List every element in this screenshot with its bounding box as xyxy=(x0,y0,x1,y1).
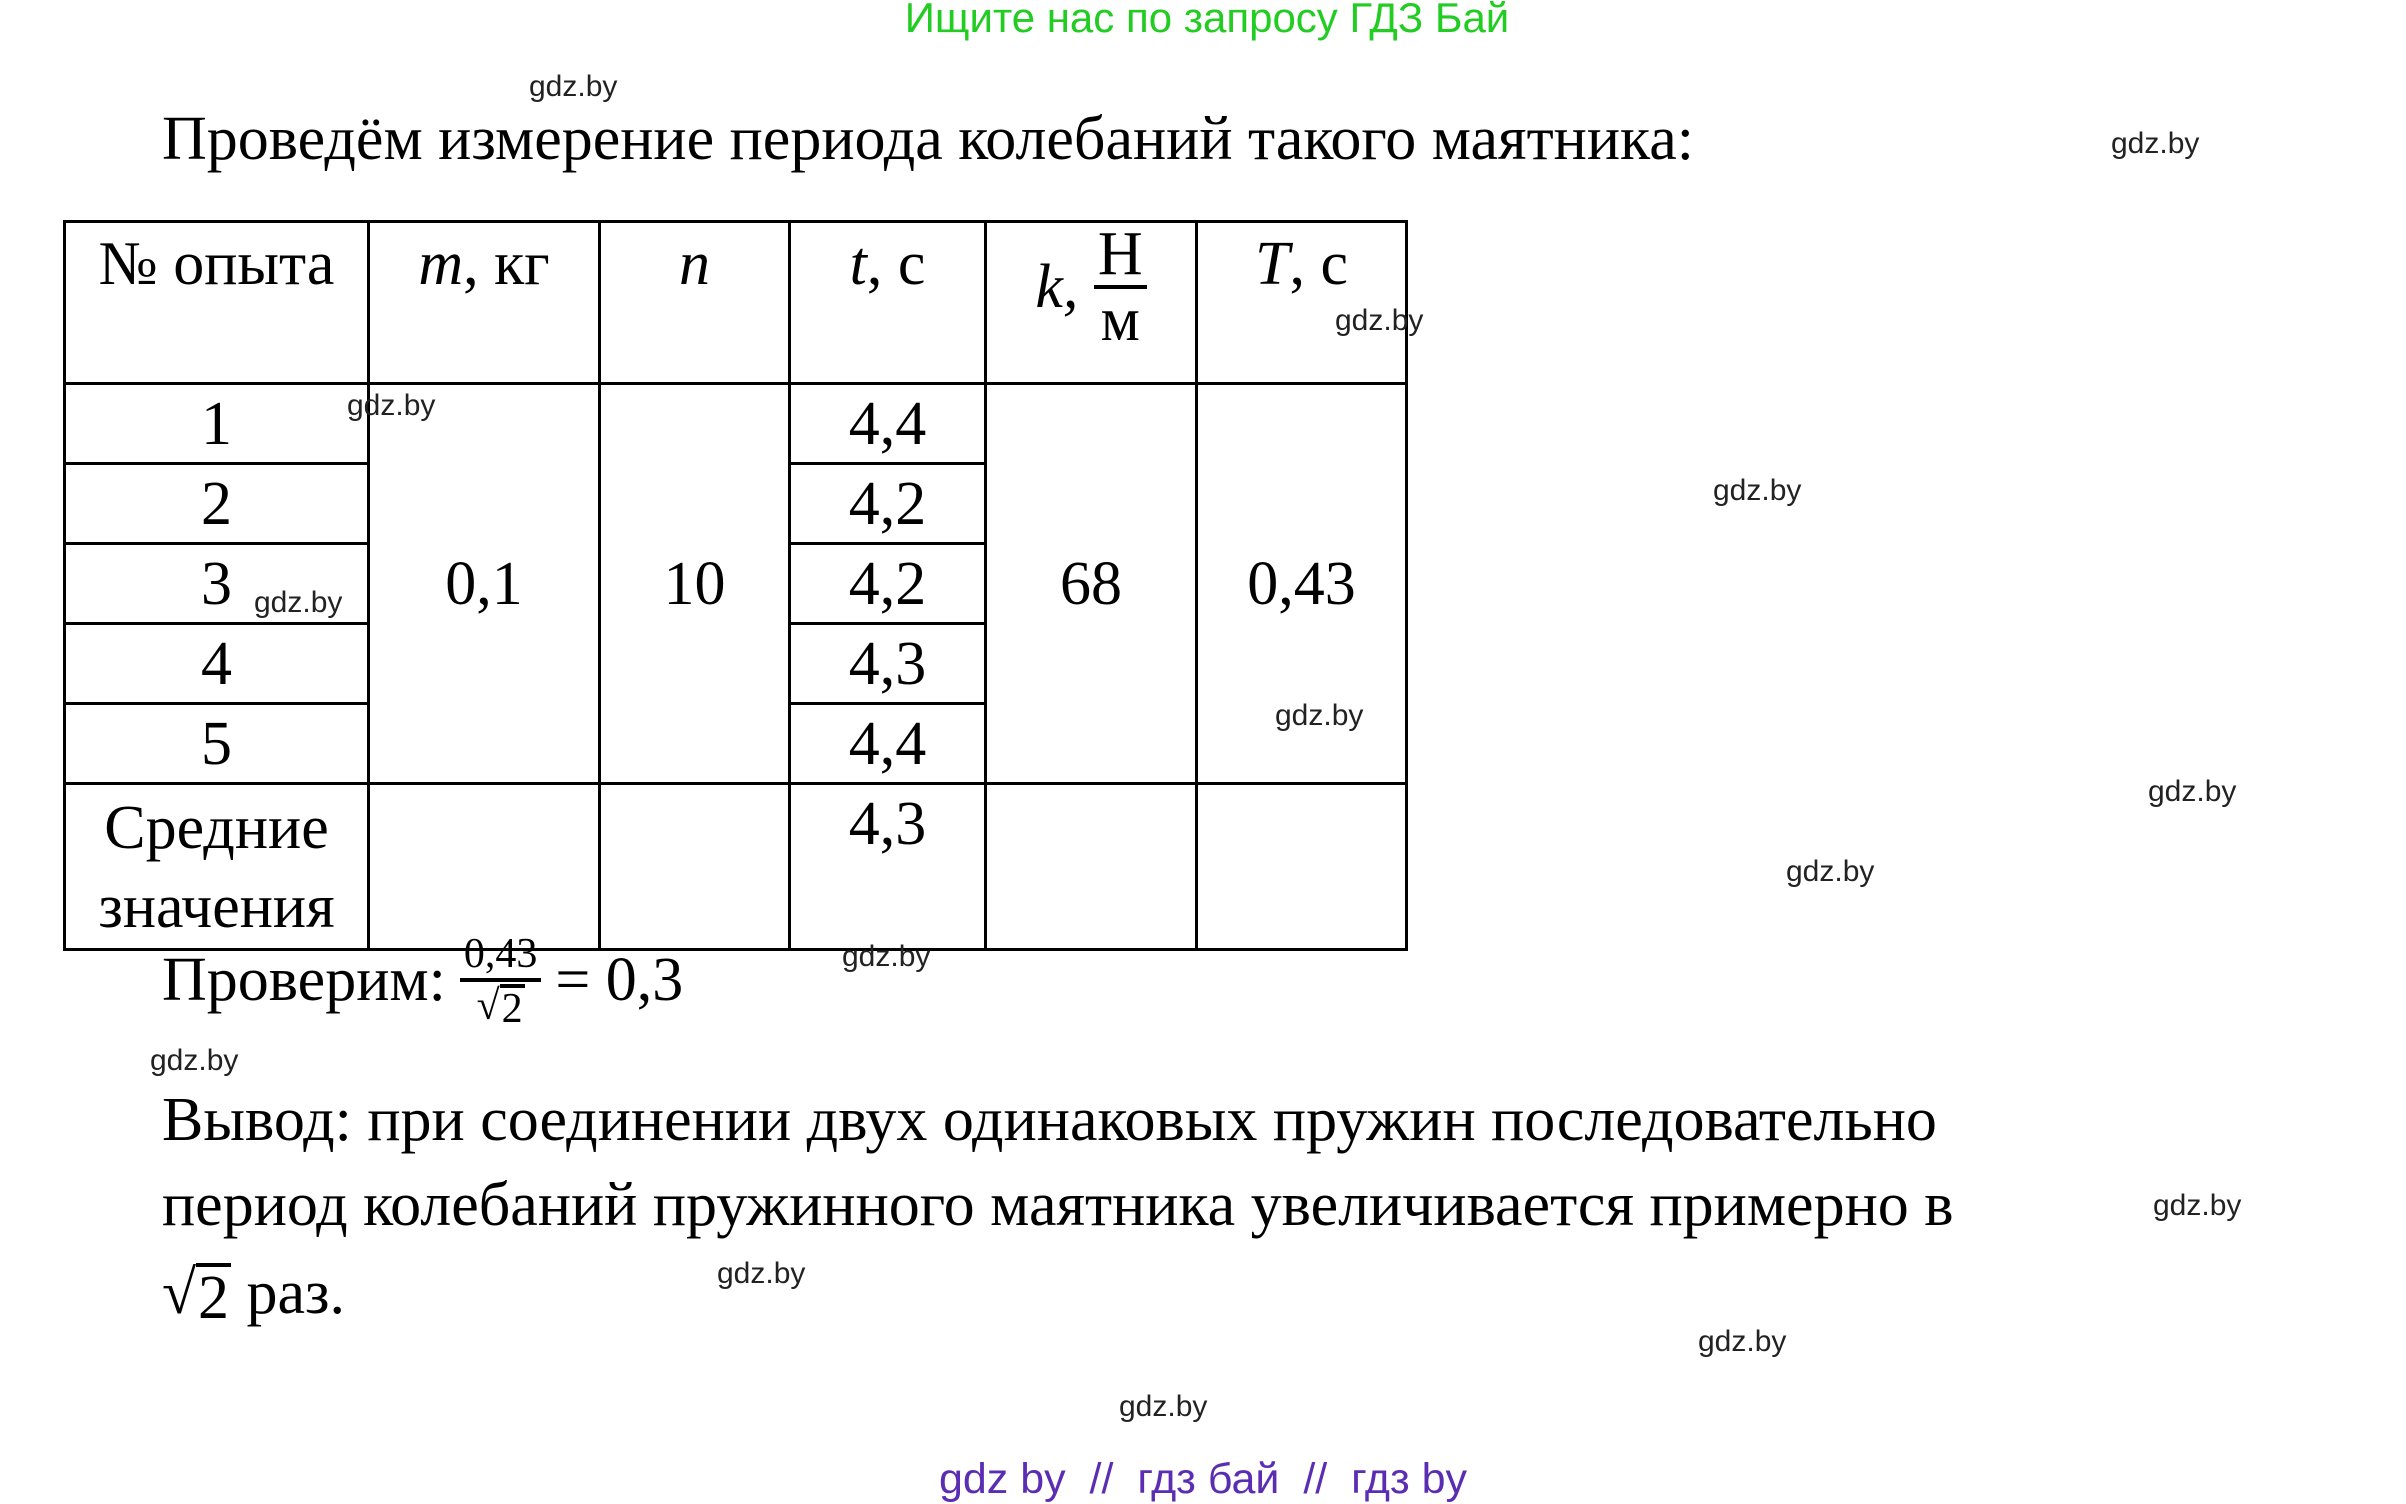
k-unit-fraction xyxy=(1094,220,1147,354)
watermark: gdz.by xyxy=(842,940,931,973)
watermark: gdz.by xyxy=(1335,304,1424,337)
average-mass xyxy=(369,784,600,950)
search-banner: Ищите нас по запросу ГДЗ Бай xyxy=(904,0,1510,41)
watermark: gdz.by xyxy=(1713,474,1802,507)
time-value: 4,2 xyxy=(790,544,986,624)
watermark: gdz.by xyxy=(347,389,436,422)
time-value: 4,4 xyxy=(790,384,986,464)
check-label: Проверим: xyxy=(162,945,446,1014)
check-formula xyxy=(162,930,683,1030)
header-mass xyxy=(369,222,600,384)
table-row xyxy=(65,384,1407,464)
conclusion-tail: раз. xyxy=(231,1259,346,1327)
row-number: 5 xyxy=(65,704,369,784)
check-fraction xyxy=(460,930,542,1030)
watermark: gdz.by xyxy=(717,1257,806,1290)
average-label-line2: значения xyxy=(98,873,335,942)
time-value: 4,4 xyxy=(790,704,986,784)
watermark: gdz.by xyxy=(1119,1390,1208,1423)
time-value: 4,2 xyxy=(790,464,986,544)
average-n xyxy=(600,784,790,950)
watermark: gdz.by xyxy=(2148,775,2237,808)
header-experiment: № опыта xyxy=(65,222,369,384)
watermark: gdz.by xyxy=(2153,1189,2242,1222)
check-result: = 0,3 xyxy=(555,945,684,1014)
watermark: gdz.by xyxy=(529,70,618,103)
conclusion-line-3 xyxy=(162,1258,346,1332)
mass-unit: , кг xyxy=(463,230,550,298)
footer-links: gdz by // гдз бай // гдз by xyxy=(938,1455,1468,1503)
watermark: gdz.by xyxy=(150,1044,239,1077)
watermark: gdz.by xyxy=(2111,127,2200,160)
average-label-line1: Средние xyxy=(104,794,329,862)
k-unit-denominator: м xyxy=(1100,286,1140,354)
mass-symbol: m xyxy=(418,230,464,298)
watermark: gdz.by xyxy=(254,586,343,619)
n-symbol: n xyxy=(679,230,710,298)
header-n xyxy=(600,222,790,384)
T-value: 0,43 xyxy=(1197,384,1407,784)
average-label xyxy=(65,784,369,950)
sqrt-icon: √ 2 xyxy=(162,1259,230,1332)
mass-value: 0,1 xyxy=(369,384,600,784)
time-value: 4,3 xyxy=(790,624,986,704)
header-period xyxy=(1197,222,1407,384)
k-unit-numerator: Н xyxy=(1094,223,1147,289)
row-number: 1 xyxy=(65,384,369,464)
check-numerator: 0,43 xyxy=(460,930,542,982)
conclusion-line-2: период колебаний пружинного маятника увеличивается примерно в xyxy=(162,1171,1954,1239)
watermark: gdz.by xyxy=(1786,855,1875,888)
row-number: 3 xyxy=(65,544,369,624)
t-unit: , с xyxy=(866,230,926,298)
conclusion-line-1: Вывод: при соединении двух одинаковых пружин последовательно xyxy=(162,1086,1937,1154)
watermark: gdz.by xyxy=(1698,1325,1787,1358)
n-value: 10 xyxy=(600,384,790,784)
average-time: 4,3 xyxy=(790,784,986,950)
header-stiffness xyxy=(986,222,1197,384)
sqrt-value: 2 xyxy=(198,1264,230,1332)
t-symbol: t xyxy=(849,230,867,298)
k-value: 68 xyxy=(986,384,1197,784)
header-time xyxy=(790,222,986,384)
T-unit: , с xyxy=(1289,230,1348,298)
check-denominator: 2 xyxy=(501,986,523,1032)
T-symbol: T xyxy=(1254,230,1290,298)
average-row xyxy=(65,784,1407,950)
k-symbol: k, xyxy=(1035,253,1079,321)
page-title: Проведём измерение периода колебаний такого маятника: xyxy=(162,105,1694,173)
table-header-row xyxy=(65,222,1407,384)
average-T xyxy=(1197,784,1407,950)
row-number: 2 xyxy=(65,464,369,544)
watermark: gdz.by xyxy=(1275,699,1364,732)
sqrt-icon: √ 2 xyxy=(476,983,523,1032)
average-k xyxy=(986,784,1197,950)
row-number: 4 xyxy=(65,624,369,704)
